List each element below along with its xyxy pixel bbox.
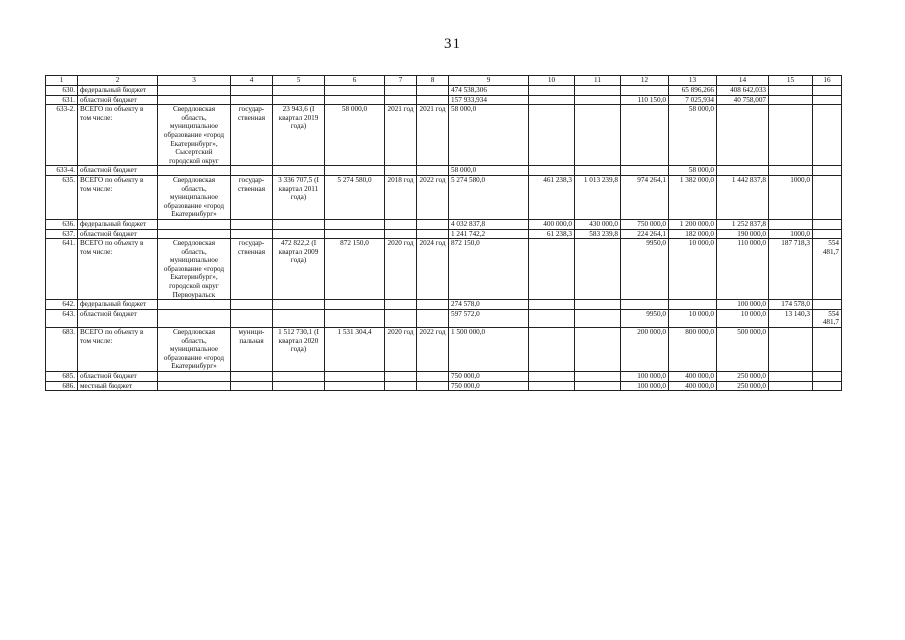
table-cell: [273, 219, 325, 229]
table-row: [46, 328, 842, 372]
table-cell: 400 000,0: [669, 372, 717, 382]
table-cell: [529, 381, 575, 391]
table-cell: [529, 166, 575, 176]
column-header: 4: [231, 76, 273, 86]
table-cell: 40 758,007: [717, 95, 769, 105]
table-row: [46, 309, 842, 327]
table-cell: муници-пальная: [231, 328, 273, 372]
table-cell: [231, 219, 273, 229]
table-cell: [158, 86, 231, 96]
table-cell: [231, 95, 273, 105]
table-cell: 1000,0: [769, 175, 813, 219]
table-row: [46, 229, 842, 239]
table-cell: [769, 95, 813, 105]
table-cell: 430 000,0: [575, 219, 621, 229]
table-cell: [769, 219, 813, 229]
table-cell: [417, 381, 449, 391]
table-cell: 583 239,8: [575, 229, 621, 239]
column-header: 7: [385, 76, 417, 86]
column-header: 16: [813, 76, 842, 86]
table-cell: [813, 175, 842, 219]
table-cell: [621, 300, 669, 310]
table-cell: 224 264,1: [621, 229, 669, 239]
table-cell: [273, 166, 325, 176]
table-cell: [769, 105, 813, 166]
row-name-cell: областной бюджет: [78, 229, 158, 239]
table-cell: [417, 300, 449, 310]
table-cell: [813, 381, 842, 391]
table-cell: [231, 381, 273, 391]
column-header: 8: [417, 76, 449, 86]
row-number-cell: 642.: [46, 300, 78, 310]
table-cell: [385, 166, 417, 176]
table-cell: 1000,0: [769, 229, 813, 239]
table-cell: 9950,0: [621, 309, 669, 327]
table-cell: 10 000,0: [669, 239, 717, 300]
table-row: [46, 372, 842, 382]
table-cell: [417, 309, 449, 327]
table-cell: [325, 381, 385, 391]
table-cell: [529, 239, 575, 300]
table-cell: 408 642,033: [717, 86, 769, 96]
table-header: [46, 76, 842, 86]
table-cell: [231, 86, 273, 96]
column-header: 12: [621, 76, 669, 86]
table-cell: 554 481,7: [813, 239, 842, 300]
table-cell: [769, 166, 813, 176]
table-cell: [669, 300, 717, 310]
table-cell: [529, 309, 575, 327]
table-row: [46, 166, 842, 176]
table-cell: [813, 328, 842, 372]
table-cell: 2022 год: [417, 175, 449, 219]
table-cell: 190 000,0: [717, 229, 769, 239]
table-cell: [158, 381, 231, 391]
table-cell: 250 000,0: [717, 381, 769, 391]
column-header: 2: [78, 76, 158, 86]
table-cell: 1 241 742,2: [449, 229, 529, 239]
table-cell: 2022 год: [417, 328, 449, 372]
table-cell: 10 000,0: [717, 309, 769, 327]
table-cell: [529, 105, 575, 166]
table-cell: [575, 309, 621, 327]
table-cell: 1 013 239,8: [575, 175, 621, 219]
table-cell: 2020 год: [385, 328, 417, 372]
table-cell: [575, 372, 621, 382]
row-name-cell: федеральный бюджет: [78, 219, 158, 229]
table-cell: [575, 95, 621, 105]
table-cell: [575, 166, 621, 176]
row-name-cell: местный бюджет: [78, 381, 158, 391]
table-cell: [231, 166, 273, 176]
budget-table: [45, 75, 842, 391]
table-cell: [231, 372, 273, 382]
table-cell: 4 032 837,8: [449, 219, 529, 229]
table-cell: [325, 229, 385, 239]
table-cell: 174 578,0: [769, 300, 813, 310]
table-cell: [385, 219, 417, 229]
table-cell: 100 000,0: [717, 300, 769, 310]
table-row: [46, 381, 842, 391]
table-cell: 974 264,1: [621, 175, 669, 219]
table-body: [46, 86, 842, 391]
table-cell: [385, 86, 417, 96]
table-cell: [813, 219, 842, 229]
table-cell: 110 000,0: [717, 239, 769, 300]
table-cell: [385, 229, 417, 239]
row-name-cell: областной бюджет: [78, 309, 158, 327]
table-cell: 100 000,0: [621, 372, 669, 382]
table-cell: 110 150,0: [621, 95, 669, 105]
table-cell: [158, 95, 231, 105]
table-cell: [813, 372, 842, 382]
table-cell: [158, 372, 231, 382]
table-cell: 58 000,0: [449, 166, 529, 176]
table-cell: [325, 300, 385, 310]
table-cell: Свердловская область, муниципальное образование «город Екатеринбург», Сысертский городской округ: [158, 105, 231, 166]
table-cell: [769, 372, 813, 382]
table-cell: [273, 381, 325, 391]
table-cell: [529, 300, 575, 310]
table-cell: [529, 372, 575, 382]
table-cell: [385, 95, 417, 105]
table-cell: [325, 309, 385, 327]
table-cell: [575, 381, 621, 391]
table-cell: 58 000,0: [669, 105, 717, 166]
table-cell: [385, 309, 417, 327]
table-cell: [325, 95, 385, 105]
row-number-cell: 685.: [46, 372, 78, 382]
table-row: [46, 300, 842, 310]
table-cell: 274 578,0: [449, 300, 529, 310]
table-cell: [621, 166, 669, 176]
table-cell: 250 000,0: [717, 372, 769, 382]
column-header: 11: [575, 76, 621, 86]
table-cell: 554 481,7: [813, 309, 842, 327]
column-header: 14: [717, 76, 769, 86]
table-cell: [575, 300, 621, 310]
table-cell: 2018 год: [385, 175, 417, 219]
table-cell: 182 000,0: [669, 229, 717, 239]
column-header: 15: [769, 76, 813, 86]
table-cell: [417, 229, 449, 239]
column-header: 1: [46, 76, 78, 86]
table-cell: [158, 229, 231, 239]
table-cell: 157 933,934: [449, 95, 529, 105]
table-cell: [273, 86, 325, 96]
table-cell: государ-ственная: [231, 175, 273, 219]
table-row: [46, 239, 842, 300]
table-cell: 61 238,3: [529, 229, 575, 239]
table-cell: 187 718,3: [769, 239, 813, 300]
table-cell: 5 274 580,0: [325, 175, 385, 219]
table-cell: 750 000,0: [621, 219, 669, 229]
table-cell: [813, 105, 842, 166]
table-cell: государ-ственная: [231, 239, 273, 300]
table-cell: 1 531 304,4: [325, 328, 385, 372]
table-row: [46, 86, 842, 96]
table-row: [46, 105, 842, 166]
table-row: [46, 95, 842, 105]
table-cell: [325, 372, 385, 382]
table-cell: [813, 229, 842, 239]
table-cell: 400 000,0: [669, 381, 717, 391]
row-number-cell: 633-2.: [46, 105, 78, 166]
table-cell: [813, 166, 842, 176]
column-header: 9: [449, 76, 529, 86]
column-header: 3: [158, 76, 231, 86]
table-cell: 2020 год: [385, 239, 417, 300]
row-name-cell: ВСЕГО по объекту в том числе:: [78, 105, 158, 166]
table-cell: государ-ственная: [231, 105, 273, 166]
row-name-cell: ВСЕГО по объекту в том числе:: [78, 175, 158, 219]
table-cell: [158, 219, 231, 229]
table-cell: 597 572,0: [449, 309, 529, 327]
table-cell: [273, 309, 325, 327]
row-name-cell: федеральный бюджет: [78, 300, 158, 310]
table-cell: 800 000,0: [669, 328, 717, 372]
column-header: 5: [273, 76, 325, 86]
table-cell: 1 442 837,8: [717, 175, 769, 219]
table-cell: Свердловская область, муниципальное образование «город Екатеринбург»: [158, 175, 231, 219]
table-cell: [385, 372, 417, 382]
table-cell: 872 150,0: [325, 239, 385, 300]
table-row: [46, 219, 842, 229]
table-cell: 2021 год: [385, 105, 417, 166]
table-cell: 1 382 000,0: [669, 175, 717, 219]
table-cell: 1 512 730,1 (I квартал 2020 года): [273, 328, 325, 372]
table-cell: [529, 328, 575, 372]
table-cell: Свердловская область, муниципальное образование «город Екатеринбург», городской округ Первоуральск: [158, 239, 231, 300]
page-number: 31: [444, 36, 461, 52]
table-cell: [621, 105, 669, 166]
table-cell: [717, 105, 769, 166]
table-cell: [231, 300, 273, 310]
table-cell: [158, 166, 231, 176]
table-cell: 1 252 837,8: [717, 219, 769, 229]
table-cell: [417, 95, 449, 105]
table-cell: [273, 372, 325, 382]
table-cell: [621, 86, 669, 96]
table-cell: [273, 229, 325, 239]
table-cell: [417, 372, 449, 382]
row-number-cell: 683.: [46, 328, 78, 372]
table-cell: [385, 300, 417, 310]
table-cell: [769, 86, 813, 96]
table-cell: 58 000,0: [449, 105, 529, 166]
row-number-cell: 635.: [46, 175, 78, 219]
row-number-cell: 643.: [46, 309, 78, 327]
table-cell: 200 000,0: [621, 328, 669, 372]
row-number-cell: 636.: [46, 219, 78, 229]
table-cell: [231, 229, 273, 239]
table-cell: 472 822,2 (I квартал 2009 года): [273, 239, 325, 300]
table-cell: [769, 381, 813, 391]
table-cell: [158, 309, 231, 327]
table-cell: [273, 95, 325, 105]
table-cell: [325, 219, 385, 229]
table-cell: 23 943,6 (I квартал 2019 года): [273, 105, 325, 166]
row-name-cell: областной бюджет: [78, 372, 158, 382]
table-cell: [575, 328, 621, 372]
row-number-cell: 641.: [46, 239, 78, 300]
table-cell: 474 538,306: [449, 86, 529, 96]
row-name-cell: ВСЕГО по объекту в том числе:: [78, 328, 158, 372]
table-cell: 2021 год: [417, 105, 449, 166]
table-cell: 500 000,0: [717, 328, 769, 372]
column-header: 13: [669, 76, 717, 86]
table-cell: 872 150,0: [449, 239, 529, 300]
table-cell: 3 336 707,5 (I квартал 2011 года): [273, 175, 325, 219]
row-number-cell: 686.: [46, 381, 78, 391]
table-cell: [717, 166, 769, 176]
header-row: [46, 76, 842, 86]
table-cell: 2024 год: [417, 239, 449, 300]
table-cell: Свердловская область, муниципальное образование «город Екатеринбург»: [158, 328, 231, 372]
table-cell: 58 000,0: [325, 105, 385, 166]
row-number-cell: 633-4.: [46, 166, 78, 176]
table-cell: 58 000,0: [669, 166, 717, 176]
table-cell: 9950,0: [621, 239, 669, 300]
table-cell: 400 000,0: [529, 219, 575, 229]
table-cell: 1 500 000,0: [449, 328, 529, 372]
table-cell: [529, 95, 575, 105]
table-cell: 13 140,3: [769, 309, 813, 327]
table-cell: [158, 300, 231, 310]
table-cell: 10 000,0: [669, 309, 717, 327]
table-cell: [231, 309, 273, 327]
table-cell: 461 238,3: [529, 175, 575, 219]
table-cell: [417, 166, 449, 176]
table-cell: [385, 381, 417, 391]
table-cell: 7 025,934: [669, 95, 717, 105]
table-cell: [575, 239, 621, 300]
table-cell: [813, 300, 842, 310]
table-cell: [769, 328, 813, 372]
table-cell: 5 274 580,0: [449, 175, 529, 219]
row-number-cell: 630.: [46, 86, 78, 96]
table-cell: [273, 300, 325, 310]
table-cell: 750 000,0: [449, 381, 529, 391]
table-cell: 100 000,0: [621, 381, 669, 391]
table-cell: [417, 86, 449, 96]
row-number-cell: 637.: [46, 229, 78, 239]
table-cell: [813, 95, 842, 105]
row-name-cell: федеральный бюджет: [78, 86, 158, 96]
column-header: 6: [325, 76, 385, 86]
table-cell: 1 200 000,0: [669, 219, 717, 229]
column-header: 10: [529, 76, 575, 86]
table-cell: [813, 86, 842, 96]
row-name-cell: областной бюджет: [78, 95, 158, 105]
table-cell: [325, 166, 385, 176]
table-cell: [529, 86, 575, 96]
row-name-cell: областной бюджет: [78, 166, 158, 176]
table-cell: [575, 105, 621, 166]
row-name-cell: ВСЕГО по объекту в том числе:: [78, 239, 158, 300]
table-cell: [325, 86, 385, 96]
table-row: [46, 175, 842, 219]
row-number-cell: 631.: [46, 95, 78, 105]
table-cell: [575, 86, 621, 96]
table-cell: 65 896,266: [669, 86, 717, 96]
table-cell: 750 000,0: [449, 372, 529, 382]
table-cell: [417, 219, 449, 229]
